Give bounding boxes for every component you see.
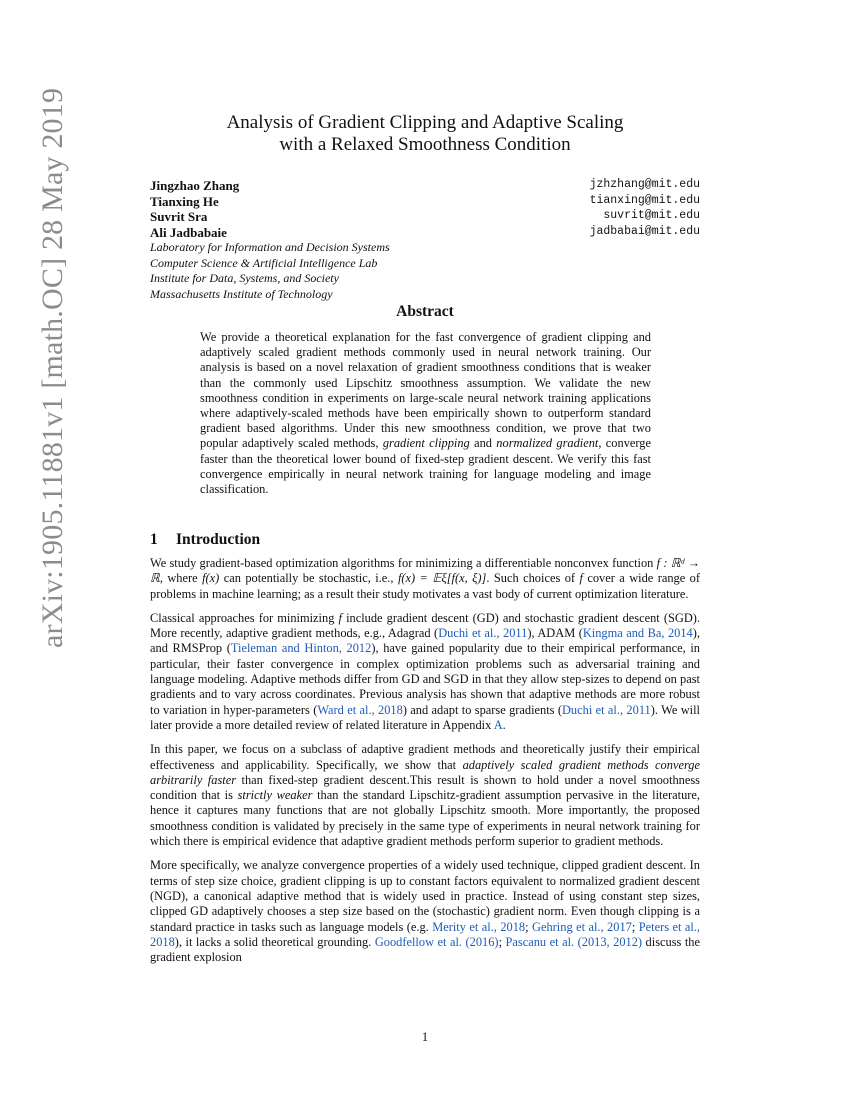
paragraph: More specifically, we analyze convergence properties of a widely used technique, clipped gradient descent. In terms of step size choice, gradient clipping is up to constant factors equivalent to normalized gradient descent (NGD), a canonical adaptive method that is widely used in practice. Instead of using constant step sizes, clipped GD adaptively chooses a step size based on the (stochastic) gradient norm. Even though clipping is a standard practice in tasks such as language models (e.g. Merity et al., 2018; Gehring et al., 2017; Peters et al., 2018), it lacks a solid theoretical grounding. Goodfellow et al. (2016); Pascanu et al. (2013, 2012) discuss the gradient explosion (150, 858, 700, 965)
citation-link[interactable]: Ward et al., 2018 (317, 702, 403, 717)
paragraph: Classical approaches for minimizing f include gradient descent (GD) and stochastic gradient descent (SGD). More recently, adaptive gradient methods, e.g., Adagrad (Duchi et al., 2011), ADAM (Kingma and Ba, 2014), and RMSProp (Tieleman and Hinton, 2012), have gained popularity due to their empirical performance, in particular, their faster convergence in complex optimization problems such as adversarial training and language modeling. Adaptive methods differ from GD and SGD in that they allow step-sizes to depend on past gradients and to vary across coordinates. Previous analysis has shown that adaptive methods are more robust to variation in hyper-parameters (Ward et al., 2018) and adapt to sparse gradients (Duchi et al., 2011). We will later provide a more detailed review of related literature in Appendix A. (150, 610, 700, 732)
citation-link[interactable]: Gehring et al., 2017 (532, 919, 632, 934)
author-row (150, 178, 700, 194)
abstract-heading: Abstract (396, 303, 454, 320)
paragraph: In this paper, we focus on a subclass of adaptive gradient methods and theoretically justify their empirical effectiveness and applicability. Specifically, we show that adaptively scaled gradient methods converge arbitrarily faster than fixed-step gradient descent.This result is shown to hold under a novel smoothness condition that is strictly weaker than the standard Lipschitz-gradient assumption pervasive in the literature, hence it captures many functions that are not globally Lipschitz smooth. More importantly, the proposed smoothness condition is validated by precisely in the same type of experiments in neural network training for which there is empirical evidence that adaptive gradient methods perform superior to gradient methods. (150, 742, 701, 849)
author-row (150, 225, 700, 241)
author-email: jzhzhang@mit.edu (589, 178, 700, 191)
paper-title (150, 112, 700, 156)
appendix-link[interactable]: A (493, 717, 503, 732)
paragraph: We study gradient-based optimization algorithms for minimizing a differentiable nonconvex function f : ℝᵈ → ℝ, where f(x) can potentially be stochastic, i.e., f(x) = 𝔼ξ[f(x, ξ)]. Such choices of f cover a wide range of problems in machine learning; as a result their study motivates a vast body of current optimization literature. (150, 556, 700, 601)
affiliation: Massachusetts Institute of Technology (150, 286, 333, 301)
introduction-body (150, 556, 700, 974)
title-line-2: with a Relaxed Smoothness Condition (279, 134, 571, 155)
author-block (150, 178, 700, 302)
citation-link[interactable]: Merity et al., 2018 (432, 919, 526, 934)
author-name: Tianxing He (150, 193, 219, 209)
title-line-1: Analysis of Gradient Clipping and Adaptive Scaling (226, 112, 624, 133)
citation-link[interactable]: Peters et al., 2018 (150, 919, 700, 949)
citation-link[interactable]: Tieleman and Hinton, 2012 (230, 641, 372, 656)
arxiv-identifier-stamp: arXiv:1905.11881v1 [math.OC] 28 May 2019 (36, 87, 69, 648)
section-number: 1 (150, 531, 158, 548)
author-email: suvrit@mit.edu (603, 209, 700, 222)
author-name: Ali Jadbabaie (150, 224, 227, 240)
citation-link[interactable]: Pascanu et al. (2013, 2012) (505, 934, 643, 949)
affiliation: Institute for Data, Systems, and Society (150, 271, 339, 285)
citation-link[interactable]: Duchi et al., 2011 (561, 702, 651, 717)
author-name: Suvrit Sra (150, 209, 208, 224)
affiliation: Computer Science & Artificial Intelligence Lab (150, 255, 378, 270)
citation-link[interactable]: Duchi et al., 2011 (438, 626, 528, 641)
author-name: Jingzhao Zhang (150, 178, 240, 193)
citation-link[interactable]: Kingma and Ba, 2014 (582, 626, 693, 641)
affiliation: Laboratory for Information and Decision Systems (150, 240, 390, 254)
author-row (150, 194, 700, 210)
author-row (150, 209, 700, 225)
section-heading (150, 531, 260, 549)
author-email: tianxing@mit.edu (589, 193, 700, 207)
section-title: Introduction (176, 531, 261, 548)
citation-link[interactable]: Goodfellow et al. (2016) (374, 934, 499, 949)
author-email: jadbabai@mit.edu (589, 224, 700, 238)
abstract-text: We provide a theoretical explanation for the fast convergence of gradient clipping and adaptively scaled gradient methods commonly used in neural network training. Our analysis is based on a novel relaxation of gradient smoothness conditions that is weaker than the commonly used Lipschitz smoothness assumption. We validate the new smoothness condition in experiments on large-scale neural network training applications where adaptively-scaled methods have been empirically shown to outperform standard gradient based algorithms. Under this new smoothness condition, we prove that two popular adaptively scaled methods, gradient clipping and normalized gradient, converge faster than the theoretical lower bound of fixed-step gradient descent. We verify this fast convergence empirically in neural network training for language modeling and image classification. (200, 330, 651, 497)
page-number: 1 (421, 1030, 429, 1044)
